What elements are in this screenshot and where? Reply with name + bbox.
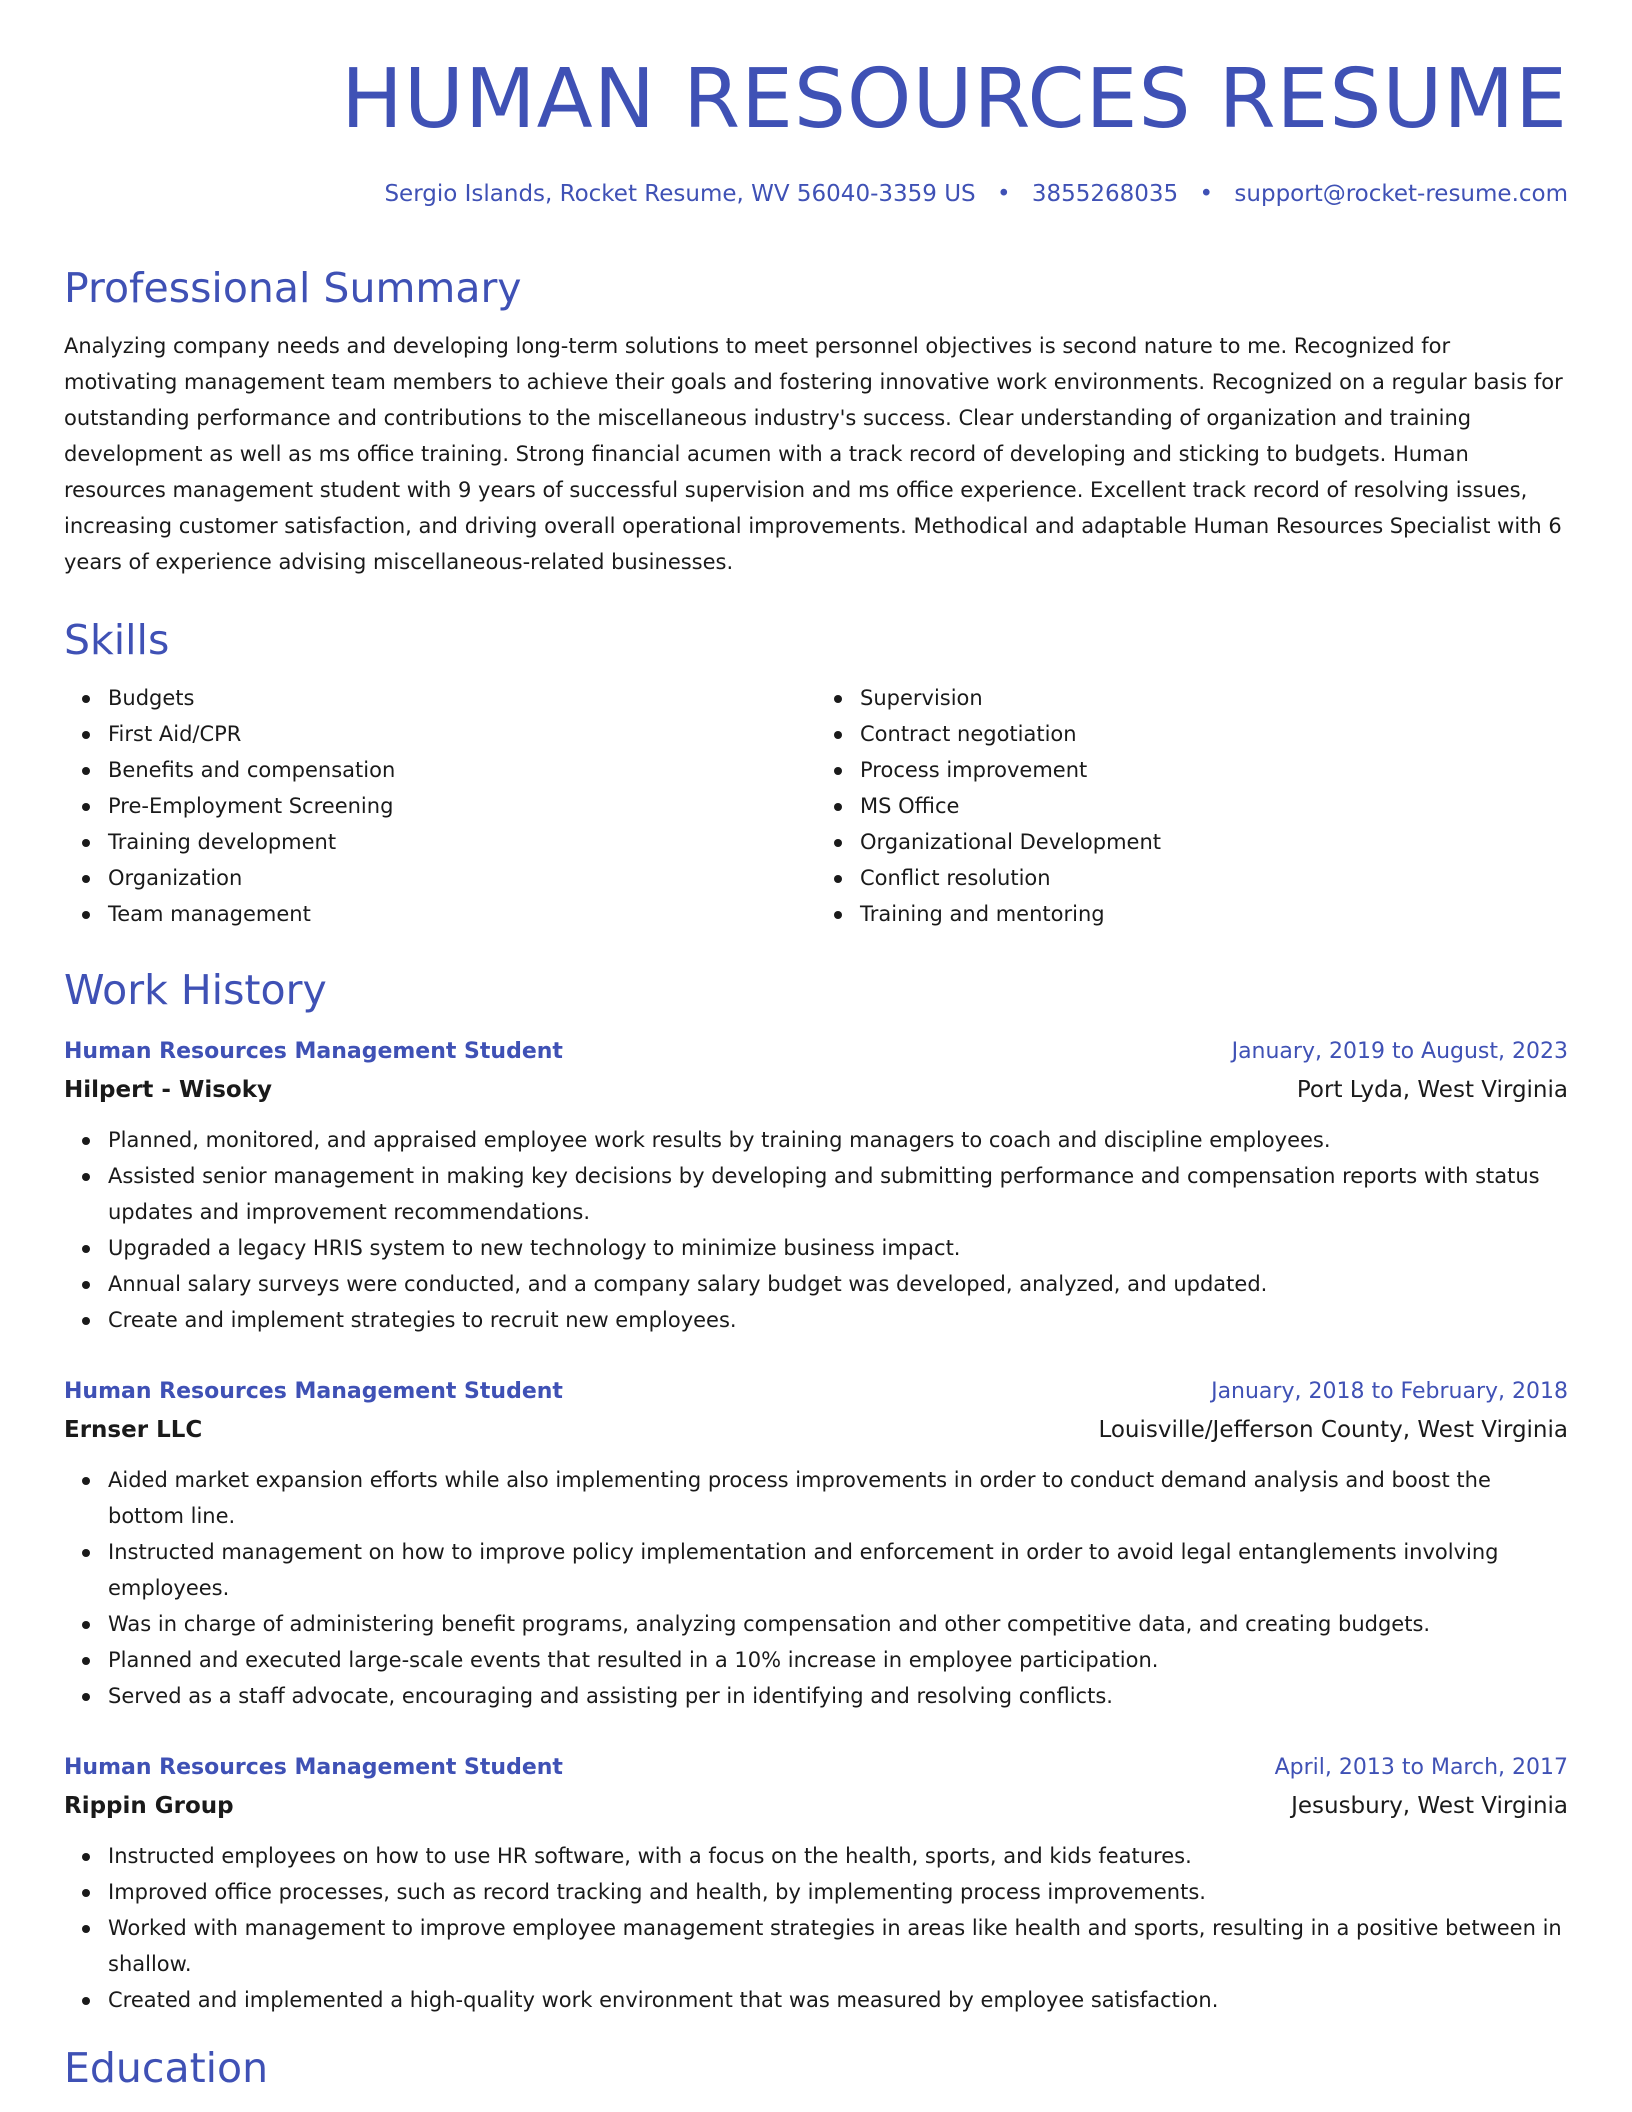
job-bullets [64, 1462, 1568, 1714]
skill-item: Budgets [108, 680, 816, 716]
job-title: Human Resources Management Student [64, 1039, 563, 1064]
skills-left-column [64, 680, 816, 932]
job-header-row [64, 1750, 1568, 1786]
job-dates: January, 2018 to February, 2018 [1211, 1379, 1568, 1404]
education-section [64, 2042, 1568, 2094]
skill-item: Training and mentoring [860, 896, 1568, 932]
contact-line [64, 178, 1568, 210]
skill-item: Team management [108, 896, 816, 932]
job-bullets [64, 1122, 1568, 1338]
skill-item: First Aid/CPR [108, 716, 816, 752]
skill-item: Supervision [860, 680, 1568, 716]
job-bullet: Improved office processes, such as record tracking and health, by implementing process improvements. [108, 1874, 1568, 1910]
skill-item: Process improvement [860, 752, 1568, 788]
job-header-row [64, 1374, 1568, 1410]
job-bullet: Aided market expansion efforts while also implementing process improvements in order to conduct demand analysis and boost the bottom line. [108, 1462, 1568, 1534]
job-entry [64, 1374, 1568, 1714]
job-dates: April, 2013 to March, 2017 [1274, 1755, 1568, 1780]
job-bullet: Assisted senior management in making key decisions by developing and submitting performance and compensation reports with status updates and improvement recommendations. [108, 1158, 1568, 1230]
job-title: Human Resources Management Student [64, 1379, 563, 1404]
contact-separator: • [996, 181, 1011, 207]
contact-phone: 3855268035 [1031, 181, 1179, 207]
job-bullet: Annual salary surveys were conducted, and a company salary budget was developed, analyzed, and updated. [108, 1266, 1568, 1302]
job-bullet: Create and implement strategies to recruit new employees. [108, 1302, 1568, 1338]
job-company: Hilpert - Wisoky [64, 1077, 273, 1103]
work-history-section [64, 964, 1568, 1016]
skills-grid [64, 680, 1568, 932]
job-bullet: Served as a staff advocate, encouraging and assisting per in identifying and resolving conflicts. [108, 1678, 1568, 1714]
skill-item: MS Office [860, 788, 1568, 824]
skill-item: Organizational Development [860, 824, 1568, 860]
skill-item: Benefits and compensation [108, 752, 816, 788]
job-entry [64, 1750, 1568, 2018]
job-location: Louisville/Jefferson County, West Virginia [1098, 1417, 1568, 1443]
job-company-row [64, 1786, 1568, 1826]
job-bullet: Planned and executed large-scale events that resulted in a 10% increase in employee participation. [108, 1642, 1568, 1678]
resume-page [64, 0, 1568, 2092]
summary-text: Analyzing company needs and developing long-term solutions to meet personnel objectives is second nature to me. Recognized for motivating management team members to achieve their goals and fostering innovative work environments. Recognized on a regular basis for outstanding performance and contributions to the miscellaneous industry's success. Clear understanding of organization and training development as well as ms office training. Strong financial acumen with a track record of developing and sticking to budgets. Human resources management student with 9 years of successful supervision and ms office experience. Excellent track record of resolving issues, increasing customer satisfaction, and driving overall operational improvements. Methodical and adaptable Human Resources Specialist with 6 years of experience advising miscellaneous-related businesses. [64, 334, 1563, 574]
skills-section [64, 614, 1568, 932]
job-company: Rippin Group [64, 1793, 234, 1819]
job-bullet: Was in charge of administering benefit programs, analyzing compensation and other competitive data, and creating budgets. [108, 1606, 1568, 1642]
job-title: Human Resources Management Student [64, 1755, 563, 1780]
job-company-row [64, 1070, 1568, 1110]
job-bullet: Upgraded a legacy HRIS system to new technology to minimize business impact. [108, 1230, 1568, 1266]
job-bullet: Instructed employees on how to use HR software, with a focus on the health, sports, and kids features. [108, 1838, 1568, 1874]
job-location: Jesusbury, West Virginia [1291, 1793, 1568, 1819]
contact-email: support@rocket-resume.com [1234, 181, 1568, 207]
job-bullets [64, 1838, 1568, 2018]
job-bullet: Planned, monitored, and appraised employee work results by training managers to coach and discipline employees. [108, 1122, 1568, 1158]
skill-item: Training development [108, 824, 816, 860]
education-heading: Education [64, 2044, 269, 2092]
skill-item: Organization [108, 860, 816, 896]
contact-separator: • [1199, 181, 1214, 207]
skill-item: Contract negotiation [860, 716, 1568, 752]
job-bullet: Worked with management to improve employee management strategies in areas like health and sports, resulting in a positive between in shallow. [108, 1910, 1568, 1982]
resume-title: HUMAN RESOURCES RESUME [341, 52, 1568, 147]
job-dates: January, 2019 to August, 2023 [1231, 1039, 1568, 1064]
skills-heading: Skills [64, 616, 170, 664]
job-location: Port Lyda, West Virginia [1296, 1077, 1568, 1103]
skill-item: Conflict resolution [860, 860, 1568, 896]
skill-item: Pre-Employment Screening [108, 788, 816, 824]
summary-heading: Professional Summary [64, 264, 522, 312]
summary-section [64, 262, 1568, 580]
job-bullet: Instructed management on how to improve policy implementation and enforcement in order to avoid legal entanglements involving employees. [108, 1534, 1568, 1606]
job-company: Ernser LLC [64, 1417, 203, 1443]
job-entry [64, 1034, 1568, 1338]
job-company-row [64, 1410, 1568, 1450]
contact-address: Sergio Islands, Rocket Resume, WV 56040-3359 US [384, 181, 976, 207]
job-bullet: Created and implemented a high-quality work environment that was measured by employee satisfaction. [108, 1982, 1568, 2018]
job-header-row [64, 1034, 1568, 1070]
work-history-heading: Work History [64, 966, 327, 1014]
skills-right-column [816, 680, 1568, 932]
